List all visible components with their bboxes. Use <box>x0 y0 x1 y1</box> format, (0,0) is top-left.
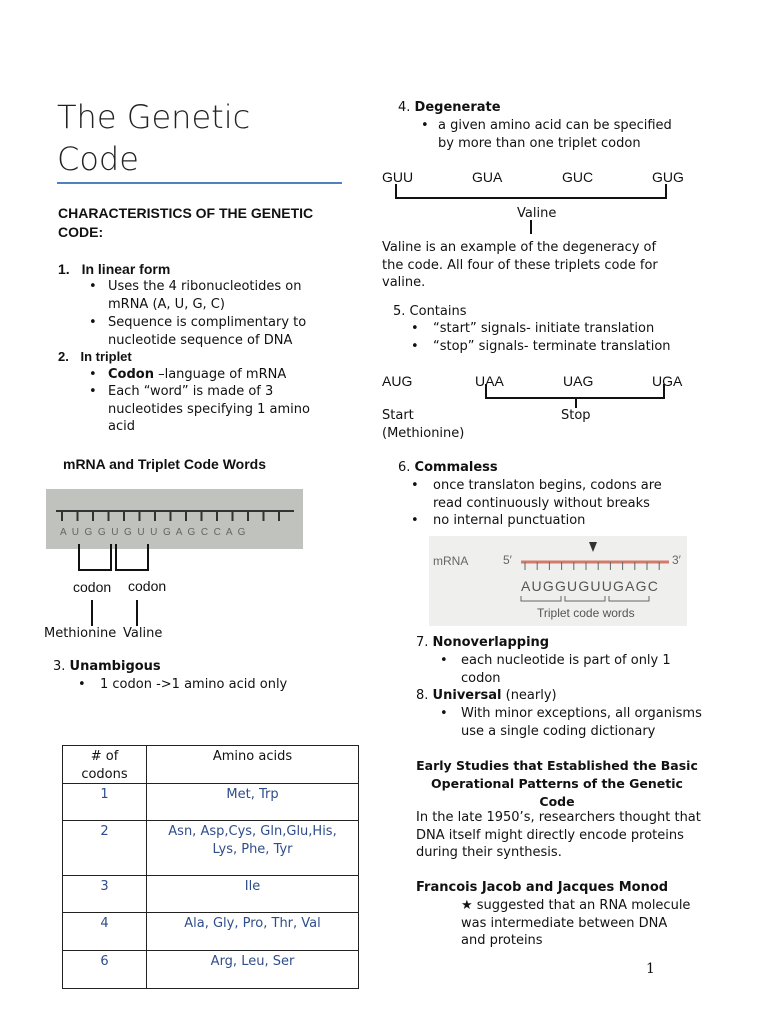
section-5-heading: 5. Contains <box>393 304 467 319</box>
bullet-icon: • <box>89 367 97 382</box>
figure-title: mRNA and Triplet Code Words <box>63 456 267 472</box>
table-header-row <box>63 746 359 784</box>
bullet-icon: • <box>411 513 419 528</box>
codon-gua: GUA <box>472 169 503 185</box>
img-3prime-label: 3′ <box>672 553 681 567</box>
late-1950s-paragraph <box>416 809 701 862</box>
section-2-heading <box>58 349 132 364</box>
bullet-icon: • <box>421 118 429 133</box>
s6-bullet-2: no internal punctuation <box>433 513 586 528</box>
codon-bracket-1 <box>79 544 111 570</box>
start-label-group <box>382 407 464 442</box>
s3-bullet-1: 1 codon ->1 amino acid only <box>100 677 288 692</box>
bullet-icon: • <box>78 677 86 692</box>
s6-bullet-1-line-2: read continuously without breaks <box>433 495 650 511</box>
jacob-monod-line-1: ★ suggested that an RNA molecule <box>461 898 691 913</box>
amino-acid-table <box>62 745 359 989</box>
ribosome-arrow-icon <box>589 542 597 552</box>
jacob-monod-line-3: and proteins <box>461 933 543 948</box>
s7-bullet-1 <box>461 652 671 687</box>
codon-count-cell: 3 <box>63 876 147 913</box>
bullet-icon: • <box>89 384 97 399</box>
table-row <box>63 913 359 951</box>
degeneracy-line-2: the code. All four of these triplets code for <box>382 257 658 273</box>
table-row <box>63 784 359 821</box>
section-4-heading <box>398 99 501 117</box>
amino-acid-cell: Ala, Gly, Pro, Thr, Val <box>147 913 359 951</box>
s1-bullet-2 <box>108 314 306 349</box>
section-7-heading <box>416 634 549 652</box>
codon-label-2: codon <box>128 578 167 594</box>
bullet-icon: • <box>89 315 97 330</box>
section-4-title: Degenerate <box>414 100 501 115</box>
section-1-number: 1. <box>58 261 70 277</box>
jacob-monod-line-2: was intermediate between DNA <box>461 915 668 931</box>
triplet-brackets <box>521 596 649 601</box>
section-4-number: 4. <box>398 100 415 115</box>
codon-count-cell: 1 <box>63 784 147 821</box>
s2-bullet-2-line-3: acid <box>108 419 135 434</box>
late-1950s-line-2: DNA itself might directly encode proteins <box>416 827 684 843</box>
s1-bullet-2-line-1: Sequence is complimentary to <box>108 315 307 330</box>
s5-bullet-2: “stop” signals- terminate translation <box>433 339 671 354</box>
codon-uag: UAG <box>563 373 594 389</box>
early-studies-line-2: Operational Patterns of the Genetic Code <box>431 776 683 809</box>
section-8-title: Universal <box>432 688 502 703</box>
section-7-title: Nonoverlapping <box>432 635 550 650</box>
valine-label-right: Valine <box>517 206 557 221</box>
characteristics-heading-line-1: CHARACTERISTICS OF THE GENETIC <box>58 205 314 221</box>
codon-bracket-2 <box>116 544 148 570</box>
img-5prime-label: 5′ <box>503 553 512 567</box>
mrna-triplet-image <box>429 536 687 626</box>
s1-bullet-2-line-2: nucleotide sequence of DNA <box>108 332 293 348</box>
title-underline <box>57 182 342 184</box>
late-1950s-line-1: In the late 1950’s, researchers thought that <box>416 810 701 825</box>
jacob-monod-text <box>461 897 690 950</box>
s4-bullet-1-line-2: by more than one triplet codon <box>438 135 641 151</box>
amino-acid-cell: Met, Trp <box>147 784 359 821</box>
table-row <box>63 821 359 876</box>
section-6-title: Commaless <box>414 460 498 475</box>
title-line-2: Code <box>57 140 139 178</box>
s4-bullet-1-line-1: a given amino acid can be specified <box>438 118 672 133</box>
s6-bullet-1-line-1: once translaton begins, codons are <box>433 478 662 493</box>
title-line-1: The Genetic <box>57 98 251 136</box>
stop-label: Stop <box>561 408 591 423</box>
early-studies-line-1: Early Studies that Established the Basic <box>416 758 698 773</box>
degeneracy-paragraph <box>382 239 658 292</box>
early-studies-heading <box>412 757 702 811</box>
page-number: 1 <box>646 961 655 977</box>
codon-definition: –language of mRNA <box>153 367 287 382</box>
codon-uaa: UAA <box>475 373 504 389</box>
characteristics-heading-line-2: CODE: <box>58 224 104 240</box>
section-6-heading <box>398 459 498 477</box>
start-label: Start <box>382 408 414 423</box>
section-3-number: 3. <box>53 659 70 674</box>
codon-aug: AUG <box>382 373 413 389</box>
bullet-icon: • <box>411 321 419 336</box>
page-title <box>57 96 357 180</box>
codon-count-cell: 6 <box>63 951 147 989</box>
s8-bullet-1-line-1: With minor exceptions, all organisms <box>461 706 702 721</box>
s4-bullet-1 <box>438 117 672 152</box>
codon-guu: GUU <box>382 169 414 185</box>
amino-acid-cell: Asn, Asp,Cys, Gln,Glu,His, Lys, Phe, Tyr <box>147 821 359 876</box>
s2-bullet-2 <box>108 383 310 436</box>
valine-label-left: Valine <box>123 626 163 641</box>
table-row <box>63 951 359 989</box>
section-1-title: In linear form <box>81 261 171 277</box>
s1-bullet-1 <box>108 278 301 313</box>
s8-bullet-1-line-2: use a single coding dictionary <box>461 723 656 739</box>
header-codon-count: # of codons <box>63 746 147 784</box>
section-2-number: 2. <box>58 349 69 364</box>
valine-bracket-line <box>396 184 666 198</box>
s7-bullet-1-line-2: codon <box>461 670 501 686</box>
bullet-icon: • <box>89 279 97 294</box>
amino-acid-cell: Ile <box>147 876 359 913</box>
s5-bullet-1: “start” signals- initiate translation <box>433 321 655 336</box>
section-1-heading <box>58 261 170 277</box>
img-mrna-label: mRNA <box>433 554 469 568</box>
methionine-paren-label: (Methionine) <box>382 425 465 441</box>
bullet-icon: • <box>411 339 419 354</box>
section-2-title: In triplet <box>80 349 132 364</box>
s1-bullet-1-line-1: Uses the 4 ribonucleotides on <box>108 279 302 294</box>
bullet-icon: • <box>440 653 448 668</box>
s6-bullet-1 <box>433 477 662 512</box>
section-7-number: 7. <box>416 635 433 650</box>
stop-bracket-line <box>486 384 664 398</box>
img-sequence: AUGGUGUUGAGC <box>521 578 660 594</box>
s2-bullet-2-line-2: nucleotides specifying 1 amino <box>108 401 310 417</box>
degeneracy-line-1: Valine is an example of the degeneracy of <box>382 240 657 255</box>
img-caption: Triplet code words <box>537 606 635 620</box>
mrna-ticks <box>62 511 279 521</box>
codon-count-cell: 4 <box>63 913 147 951</box>
section-8-qualifier: (nearly) <box>501 688 557 703</box>
section-3-title: Unambigous <box>69 659 161 674</box>
codon-gug: GUG <box>652 169 684 185</box>
methionine-label: Methionine <box>44 626 117 641</box>
bullet-icon: • <box>411 478 419 493</box>
amino-acid-cell: Arg, Leu, Ser <box>147 951 359 989</box>
s2-bullet-1 <box>108 366 286 384</box>
codon-count-cell: 2 <box>63 821 147 876</box>
late-1950s-line-3: during their synthesis. <box>416 845 562 860</box>
s1-bullet-1-line-2: mRNA (A, U, G, C) <box>108 296 225 312</box>
table-row <box>63 876 359 913</box>
header-amino-acids: Amino acids <box>147 746 359 784</box>
codon-term: Codon <box>108 367 154 382</box>
section-8-number: 8. <box>416 688 433 703</box>
section-3-heading <box>53 658 161 676</box>
codon-guc: GUC <box>562 169 594 185</box>
degeneracy-line-3: valine. <box>382 275 426 290</box>
section-8-heading <box>416 687 557 705</box>
jacob-monod-heading: Francois Jacob and Jacques Monod <box>416 880 669 895</box>
mrna-strip-letters: A U G G U G U U G A G C C A G <box>60 527 247 538</box>
codon-label-1: codon <box>73 579 112 595</box>
bullet-icon: • <box>440 706 448 721</box>
codon-uga: UGA <box>652 373 683 389</box>
s7-bullet-1-line-1: each nucleotide is part of only 1 <box>461 653 671 668</box>
section-6-number: 6. <box>398 460 415 475</box>
characteristics-heading <box>58 204 313 242</box>
s8-bullet-1 <box>461 705 702 740</box>
s2-bullet-2-line-1: Each “word” is made of 3 <box>108 384 274 399</box>
